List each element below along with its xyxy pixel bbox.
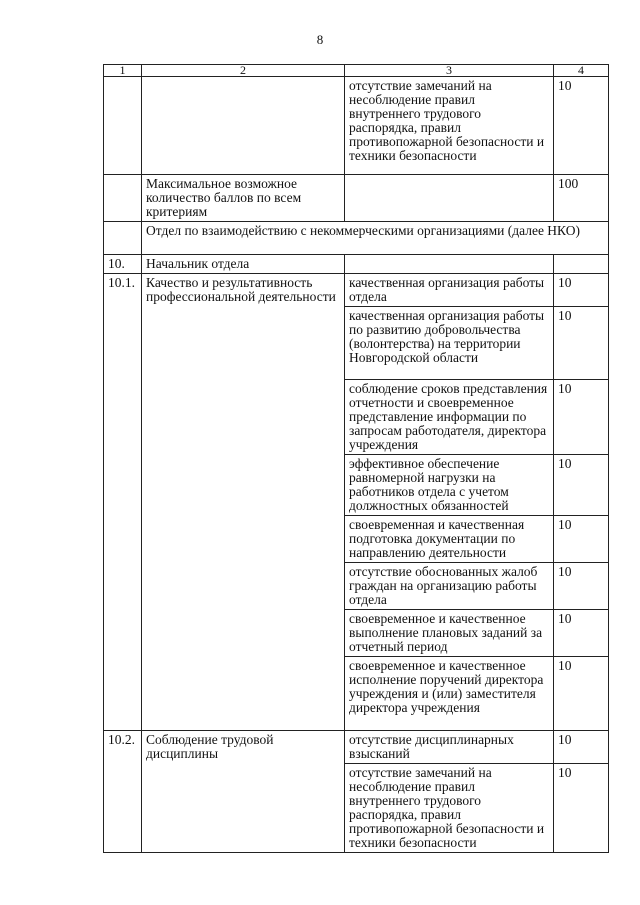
row-criterion: соблюдение сроков представления отчетности и своевременное представление информации по запросам работодателя, директора учреждения [345, 380, 554, 455]
group-name: Соблюдение трудовой дисциплины [142, 731, 345, 853]
criteria-table [103, 64, 609, 853]
row-score: 10 [554, 307, 609, 380]
row-score: 10 [554, 516, 609, 563]
row-number [104, 175, 142, 222]
row-criterion [345, 175, 554, 222]
row-number [104, 77, 142, 175]
row-score: 10 [554, 274, 609, 307]
row-criterion: своевременная и качественная подготовка документации по направлению деятельности [345, 516, 554, 563]
row-criterion: отсутствие замечаний на несоблюдение правил внутреннего трудового распорядка, правил противопожарной безопасности и техники безопасности [345, 764, 554, 853]
position-row [104, 255, 609, 274]
row-criterion: отсутствие дисциплинарных взысканий [345, 731, 554, 764]
position-number: 10. [104, 255, 142, 274]
column-header: 4 [554, 65, 609, 77]
row-score: 10 [554, 380, 609, 455]
row-criterion: отсутствие замечаний на несоблюдение правил внутреннего трудового распорядка, правил противопожарной безопасности и техники безопасности [345, 77, 554, 175]
section-row [104, 222, 609, 255]
row-criterion: отсутствие обоснованных жалоб граждан на организацию работы отдела [345, 563, 554, 610]
table-header-row [104, 65, 609, 77]
row-score: 10 [554, 610, 609, 657]
table-row [104, 175, 609, 222]
row-criterion: своевременное и качественное исполнение поручений директора учреждения и (или) заместителя директора учреждения [345, 657, 554, 731]
row-score: 10 [554, 77, 609, 175]
row-criterion: качественная организация работы отдела [345, 274, 554, 307]
group-number: 10.1. [104, 274, 142, 731]
section-title: Отдел по взаимодействию с некоммерческими организациями (далее НКО) [142, 222, 609, 255]
table-row [104, 274, 609, 307]
row-criterion: своевременное и качественное выполнение плановых заданий за отчетный период [345, 610, 554, 657]
column-header: 2 [142, 65, 345, 77]
row-score: 10 [554, 563, 609, 610]
table-row [104, 77, 609, 175]
row-score: 10 [554, 455, 609, 516]
page-number: 8 [316, 32, 324, 47]
group-name: Качество и результативность профессиональной деятельности [142, 274, 345, 731]
row-score: 100 [554, 175, 609, 222]
position-name: Начальник отдела [142, 255, 345, 274]
row-name: Максимальное возможное количество баллов по всем критериям [142, 175, 345, 222]
column-header: 1 [104, 65, 142, 77]
row-criterion: эффективное обеспечение равномерной нагрузки на работников отдела с учетом должностных обязанностей [345, 455, 554, 516]
row-score: 10 [554, 657, 609, 731]
row-name [142, 77, 345, 175]
table-row [104, 731, 609, 764]
row-score: 10 [554, 731, 609, 764]
column-header: 3 [345, 65, 554, 77]
row-criterion: качественная организация работы по развитию добровольчества (волонтерства) на территории Новгородской области [345, 307, 554, 380]
row-score: 10 [554, 764, 609, 853]
group-number: 10.2. [104, 731, 142, 853]
